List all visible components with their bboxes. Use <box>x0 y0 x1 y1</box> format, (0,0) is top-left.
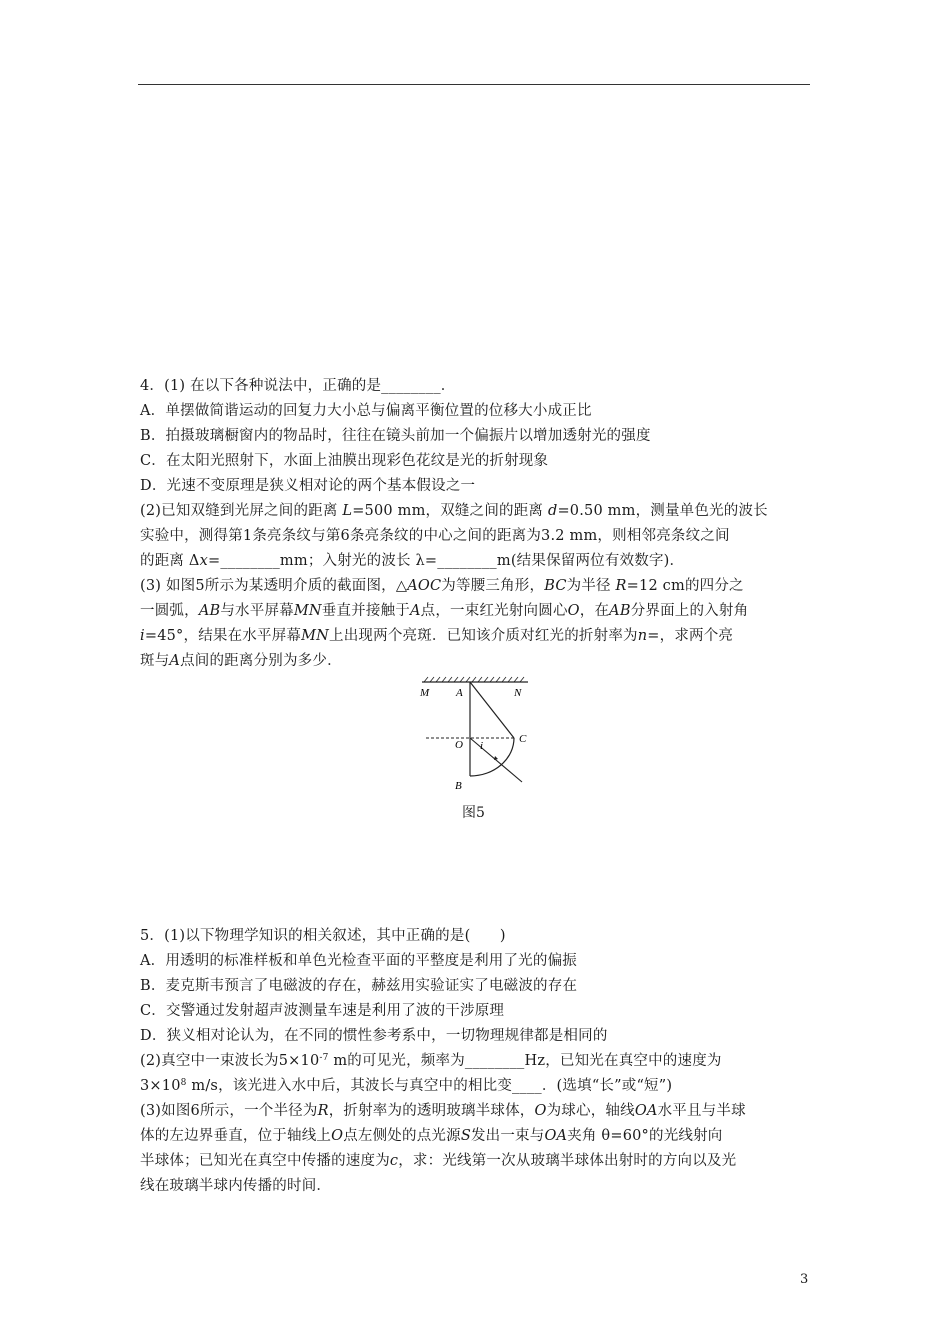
page-number: 3 <box>800 1272 809 1287</box>
q4-part3-line2: 一圆弧，AB与水平屏幕MN垂直并接触于A点，一束红光射向圆心O，在AB分界面上的入射角 <box>140 603 749 619</box>
label-N: N <box>514 687 522 699</box>
q4-part1-stem: 4．(1) 在以下各种说法中，正确的是________． <box>140 378 456 394</box>
q4-part2-line1: (2)已知双缝到光屏之间的距离 L=500 mm，双缝之间的距离 d=0.50 mm，测量单色光的波长 <box>140 503 768 519</box>
label-B: B <box>455 780 462 792</box>
q5-option-d: D．狭义相对论认为，在不同的惯性参考系中，一切物理规律都是相同的 <box>140 1028 608 1044</box>
header-rule <box>138 84 810 85</box>
q4-part2-line3: 的距离 Δx=________mm；入射光的波长 λ=________m(结果保留两位有效数字)． <box>140 553 685 569</box>
q5-part3-line4: 线在玻璃半球内传播的时间． <box>140 1178 332 1194</box>
label-O: O <box>455 739 463 751</box>
ray-arrow <box>494 756 498 760</box>
q5-part3-line2: 体的左边界垂直，位于轴线上O点左侧处的点光源S发出一束与OA夹角 θ=60°的光线射向 <box>140 1128 723 1144</box>
q5-option-b: B．麦克斯韦预言了电磁波的存在，赫兹用实验证实了电磁波的存在 <box>140 978 578 994</box>
q5-option-a: A．用透明的标准样板和单色光检查平面的平整度是利用了光的偏振 <box>140 953 577 969</box>
label-A: A <box>456 687 463 699</box>
q5-part1-stem: 5．(1)以下物理学知识的相关叙述，其中正确的是( ) <box>140 928 506 944</box>
screen-hatching <box>424 677 524 682</box>
q5-part3-line1: (3)如图6所示，一个半径为R，折射率为的透明玻璃半球体，O为球心，轴线OA水平且与半球 <box>140 1103 746 1119</box>
q5-option-c: C．交警通过发射超声波测量车速是利用了波的干涉原理 <box>140 1003 505 1019</box>
q4-option-c: C．在太阳光照射下，水面上油膜出现彩色花纹是光的折射现象 <box>140 453 549 469</box>
q4-option-d: D．光速不变原理是狭义相对论的两个基本假设之一 <box>140 478 476 494</box>
q4-option-b: B．拍摄玻璃橱窗内的物品时，往往在镜头前加一个偏振片以增加透射光的强度 <box>140 428 651 444</box>
q4-option-a: A．单摆做简谐运动的回复力大小总与偏离平衡位置的位移大小成正比 <box>140 403 592 419</box>
label-C: C <box>519 733 527 745</box>
line-AC <box>470 682 514 738</box>
q5-part2-line2: $3\times 10^8$ m/s，该光进入水中后，其波长与真空中的相比变____．(选填“长”或“短”) <box>140 1078 673 1094</box>
label-i: i <box>480 740 484 752</box>
label-M: M <box>420 687 430 699</box>
q4-part3-line3: i=45°，结果在水平屏幕MN上出现两个亮斑．已知该介质对红光的折射率为n=，求两个亮 <box>140 628 734 644</box>
figure-5-diagram <box>410 676 540 796</box>
q4-part3-line1: (3) 如图5所示为某透明介质的截面图，△AOC为等腰三角形，BC为半径 R=12 cm的四分之 <box>140 578 744 594</box>
figure-5-caption: 图5 <box>462 805 485 821</box>
q5-part2-line1: (2)真空中一束波长为$5\times 10^{-7}$ m的可见光，频率为________Hz，已知光在真空中的速度为 <box>140 1053 722 1069</box>
q4-part2-line2: 实验中，测得第1条亮条纹与第6条亮条纹的中心之间的距离为3.2 mm，则相邻亮条纹之间 <box>140 528 730 544</box>
q5-part3-line3: 半球体；已知光在真空中传播的速度为c，求：光线第一次从玻璃半球体出射时的方向以及光 <box>140 1153 737 1169</box>
q4-part3-line4: 斑与A点间的距离分别为多少． <box>140 653 342 669</box>
